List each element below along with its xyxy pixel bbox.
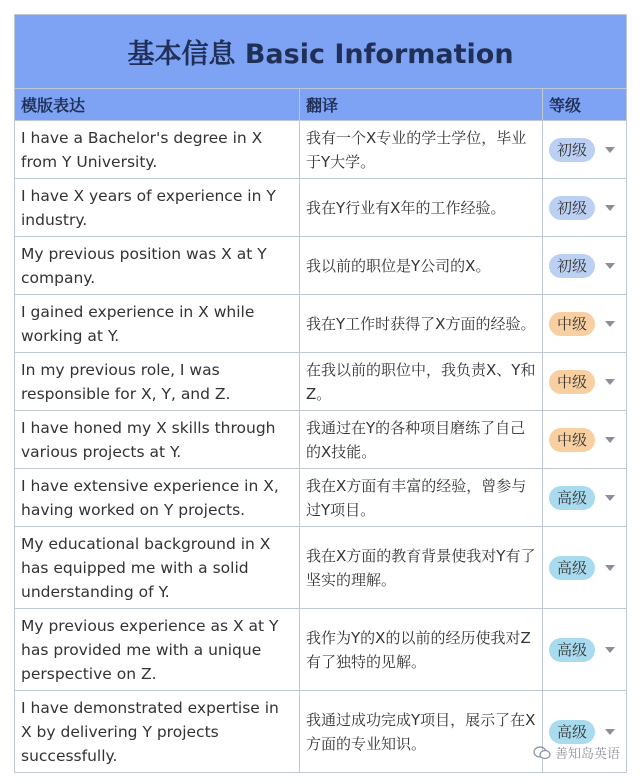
table-row [15, 527, 627, 609]
level-badge[interactable]: 中级 [549, 312, 595, 336]
translation-cell: 我通过成功完成Y项目，展示了在X方面的专业知识。 [300, 691, 543, 773]
level-cell[interactable] [543, 295, 627, 353]
watermark-text: 善知岛英语 [554, 747, 620, 762]
wechat-icon [533, 746, 551, 760]
dropdown-caret-icon[interactable] [605, 147, 615, 153]
dropdown-caret-icon[interactable] [605, 495, 615, 501]
table-row [15, 609, 627, 691]
level-cell[interactable] [543, 179, 627, 237]
expression-cell: In my previous role, I was responsible for X, Y, and Z. [15, 353, 300, 411]
translation-cell: 我在X方面有丰富的经验，曾参与过Y项目。 [300, 469, 543, 527]
level-badge[interactable]: 初级 [549, 138, 595, 162]
level-badge[interactable]: 高级 [549, 486, 595, 510]
dropdown-caret-icon[interactable] [605, 321, 615, 327]
dropdown-caret-icon[interactable] [605, 729, 615, 735]
level-cell[interactable] [543, 121, 627, 179]
expression-cell: My educational background in X has equipped me with a solid understanding of Y. [15, 527, 300, 609]
table-row [15, 121, 627, 179]
translation-cell: 我在X方面的教育背景使我对Y有了坚实的理解。 [300, 527, 543, 609]
level-badge[interactable]: 初级 [549, 254, 595, 278]
level-badge[interactable]: 高级 [549, 720, 595, 744]
table-row [15, 411, 627, 469]
table-row [15, 469, 627, 527]
translation-cell: 我在Y工作时获得了X方面的经验。 [300, 295, 543, 353]
translation-cell: 我在Y行业有X年的工作经验。 [300, 179, 543, 237]
expression-cell: I have a Bachelor's degree in X from Y University. [15, 121, 300, 179]
table-row [15, 295, 627, 353]
table-row [15, 179, 627, 237]
dropdown-caret-icon[interactable] [605, 263, 615, 269]
level-badge[interactable]: 高级 [549, 556, 595, 580]
level-badge[interactable]: 高级 [549, 638, 595, 662]
expression-cell: My previous experience as X at Y has provided me with a unique perspective on Z. [15, 609, 300, 691]
level-badge[interactable]: 中级 [549, 370, 595, 394]
table-row [15, 237, 627, 295]
dropdown-caret-icon[interactable] [605, 205, 615, 211]
column-header-translation: 翻译 [300, 89, 543, 121]
table-row [15, 353, 627, 411]
expression-cell: I gained experience in X while working at Y. [15, 295, 300, 353]
level-badge[interactable]: 中级 [549, 428, 595, 452]
level-cell[interactable] [543, 353, 627, 411]
expression-cell: I have demonstrated expertise in X by delivering Y projects successfully. [15, 691, 300, 773]
table-body [15, 121, 627, 773]
column-header-level: 等级 [543, 89, 627, 121]
translation-cell: 我作为Y的X的以前的经历使我对Z有了独特的见解。 [300, 609, 543, 691]
level-cell[interactable] [543, 411, 627, 469]
level-cell[interactable] [543, 609, 627, 691]
info-table [14, 14, 627, 773]
dropdown-caret-icon[interactable] [605, 565, 615, 571]
expression-cell: I have extensive experience in X, having worked on Y projects. [15, 469, 300, 527]
dropdown-caret-icon[interactable] [605, 379, 615, 385]
level-cell[interactable] [543, 469, 627, 527]
level-cell[interactable] [543, 527, 627, 609]
translation-cell: 在我以前的职位中，我负责X、Y和Z。 [300, 353, 543, 411]
expression-cell: I have X years of experience in Y industry. [15, 179, 300, 237]
dropdown-caret-icon[interactable] [605, 437, 615, 443]
watermark [533, 743, 620, 762]
expression-cell: I have honed my X skills through various projects at Y. [15, 411, 300, 469]
table-title: 基本信息 Basic Information [15, 15, 627, 89]
level-badge[interactable]: 初级 [549, 196, 595, 220]
column-header-expression: 模版表达 [15, 89, 300, 121]
translation-cell: 我以前的职位是Y公司的X。 [300, 237, 543, 295]
translation-cell: 我有一个X专业的学士学位，毕业于Y大学。 [300, 121, 543, 179]
dropdown-caret-icon[interactable] [605, 647, 615, 653]
expression-cell: My previous position was X at Y company. [15, 237, 300, 295]
translation-cell: 我通过在Y的各种项目磨练了自己的X技能。 [300, 411, 543, 469]
level-cell[interactable] [543, 237, 627, 295]
